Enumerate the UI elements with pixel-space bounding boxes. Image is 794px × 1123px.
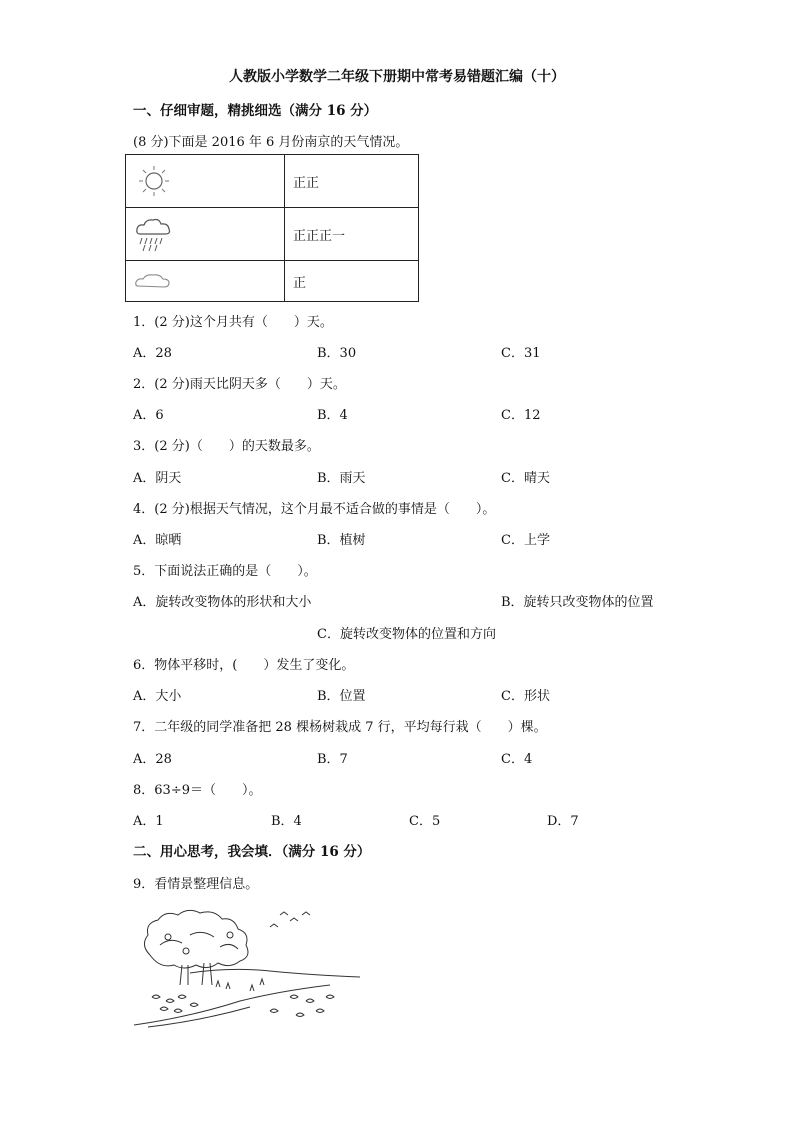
- page-title: 人教版小学数学二年级下册期中常考易错题汇编（十）: [229, 69, 565, 85]
- q7-option-a: A．28: [133, 752, 172, 767]
- q7-option-b: B．7: [317, 752, 348, 767]
- question-8: 8．63÷9＝（ ）。: [133, 783, 262, 798]
- table-row: [126, 155, 419, 208]
- sun-icon: [132, 163, 176, 199]
- q6-option-b: B．位置: [317, 689, 366, 704]
- question-1: 1．(2 分)这个月共有（ ）天。: [133, 315, 333, 330]
- q6-option-c: C．形状: [501, 689, 550, 704]
- question-9: 9．看情景整理信息。: [133, 877, 259, 892]
- weather-intro: (8 分)下面是 2016 年 6 月份南京的天气情况。: [133, 135, 409, 150]
- cloud-icon: [132, 268, 176, 294]
- q3-option-b: B．雨天: [317, 471, 366, 486]
- q4-option-b: B．植树: [317, 533, 366, 548]
- question-4: 4．(2 分)根据天气情况，这个月最不适合做的事情是（ ）。: [133, 502, 496, 517]
- q8-option-a: A．1: [133, 814, 164, 829]
- question-2: 2．(2 分)雨天比阴天多（ ）天。: [133, 377, 346, 392]
- sun-tally: 正正: [285, 155, 419, 208]
- table-row: [126, 208, 419, 261]
- q8-option-d: D．7: [547, 814, 579, 829]
- q3-option-c: C．晴天: [501, 471, 550, 486]
- question-3: 3．(2 分)（ ）的天数最多。: [133, 439, 320, 454]
- q4-option-c: C．上学: [501, 533, 550, 548]
- q8-option-c: C．5: [409, 814, 441, 829]
- q6-option-a: A．大小: [133, 689, 182, 704]
- q5-option-c: C．旋转改变物体的位置和方向: [317, 627, 496, 642]
- q8-option-b: B．4: [271, 814, 302, 829]
- q2-option-b: B．4: [317, 408, 348, 423]
- q1-option-c: C．31: [501, 346, 541, 361]
- question-5: 5．下面说法正确的是（ ）。: [133, 564, 317, 579]
- section-1-heading: 一、仔细审题，精挑细选（满分 16 分）: [133, 103, 378, 119]
- q1-option-a: A．28: [133, 346, 172, 361]
- q1-option-b: B．30: [317, 346, 357, 361]
- section-2-heading: 二、用心思考，我会填．（满分 16 分）: [133, 844, 371, 860]
- q2-option-c: C．12: [501, 408, 541, 423]
- cloud-cell: [126, 261, 285, 302]
- q5-option-a: A．旋转改变物体的形状和大小: [133, 595, 312, 610]
- q7-option-c: C．4: [501, 752, 533, 767]
- q5-option-b: B．旋转只改变物体的位置: [501, 595, 654, 610]
- question-7: 7．二年级的同学准备把 28 棵杨树栽成 7 行，平均每行栽（ ）棵。: [133, 720, 547, 735]
- sun-cell: [126, 155, 285, 208]
- rain-tally: 正正正一: [285, 208, 419, 261]
- weather-table: [125, 154, 419, 302]
- question-6: 6．物体平移时，( ）发生了变化。: [133, 658, 355, 673]
- table-row: [126, 261, 419, 302]
- cloud-tally: 正: [285, 261, 419, 302]
- q2-option-a: A．6: [133, 408, 164, 423]
- q3-option-a: A．阴天: [133, 471, 182, 486]
- q4-option-a: A．晾晒: [133, 533, 182, 548]
- rain-cell: [126, 208, 285, 261]
- scene-illustration: [130, 905, 366, 1033]
- rain-cloud-icon: [132, 214, 176, 254]
